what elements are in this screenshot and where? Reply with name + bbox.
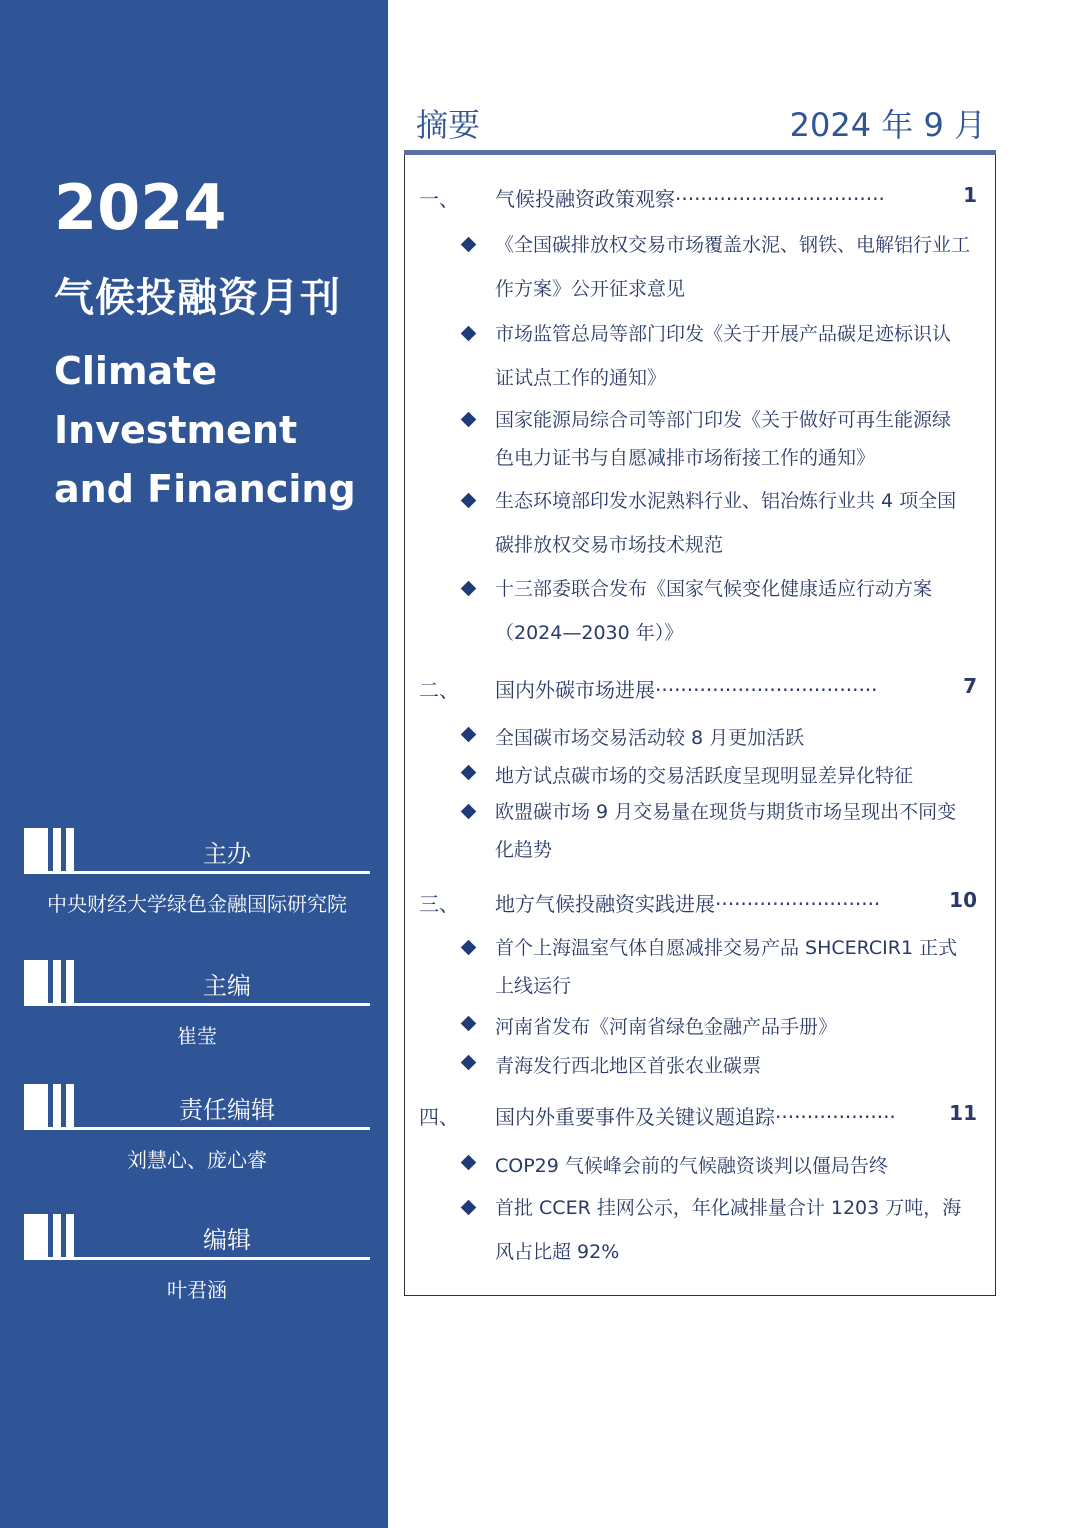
section-page: 11 — [949, 1101, 977, 1125]
item-line: 风占比超 92% — [495, 1241, 620, 1263]
item-line: 生态环境部印发水泥熟料行业、铝冶炼行业共 4 项全国 — [495, 490, 957, 512]
section-number: 四、 — [419, 1105, 459, 1129]
bars-icon — [24, 960, 79, 1006]
item-line: （2024—2030 年）》 — [495, 622, 684, 644]
diamond-bullet-icon — [461, 765, 477, 781]
item-line: 欧盟碳市场 9 月交易量在现货与期货市场呈现出不同变 — [495, 801, 957, 823]
section-number: 三、 — [419, 892, 459, 916]
year: 2024 — [54, 171, 227, 244]
section-number: 一、 — [419, 187, 459, 211]
abstract-heading: 摘要 — [416, 106, 481, 144]
credit-label: 责任编辑 — [179, 1096, 275, 1124]
section-title: 地方气候投融资实践进展 — [495, 892, 715, 916]
diamond-bullet-icon — [461, 804, 477, 820]
item-line: 全国碳市场交易活动较 8 月更加活跃 — [495, 727, 805, 749]
item-line: 国家能源局综合司等部门印发《关于做好可再生能源绿 — [495, 409, 952, 431]
table-of-contents — [404, 155, 996, 1296]
leader-dots: ··································· — [655, 678, 878, 702]
english-title-line: Investment — [54, 408, 298, 452]
diamond-bullet-icon — [461, 940, 477, 956]
toc-section[interactable] — [419, 1101, 977, 1135]
toc-section[interactable] — [419, 183, 977, 217]
section-page: 10 — [949, 888, 977, 912]
credit-responsible-editor — [24, 1084, 370, 1173]
item-line: 地方试点碳市场的交易活跃度呈现明显差异化特征 — [495, 765, 914, 787]
leader-dots: ··················· — [775, 1105, 896, 1129]
diamond-bullet-icon — [461, 581, 477, 597]
item-line: 化趋势 — [495, 839, 553, 861]
item-line: 作方案》公开征求意见 — [495, 278, 686, 300]
item-line: 上线运行 — [495, 975, 572, 997]
credit-label: 主编 — [203, 972, 251, 1000]
credit-chief-editor — [24, 960, 370, 1049]
diamond-bullet-icon — [461, 1200, 477, 1216]
section-page: 7 — [963, 674, 977, 698]
item-line: 色电力证书与自愿减排市场衔接工作的通知》 — [495, 447, 876, 469]
english-title-line: Climate — [54, 349, 218, 393]
chinese-title: 气候投融资月刊 — [54, 275, 341, 321]
credit-value: 中央财经大学绿色金融国际研究院 — [47, 892, 347, 916]
diamond-bullet-icon — [461, 493, 477, 509]
diamond-bullet-icon — [461, 1155, 477, 1171]
credit-label: 编辑 — [203, 1226, 251, 1254]
english-title-line: and Financing — [54, 467, 356, 511]
leader-dots: ·························· — [715, 892, 881, 916]
page-header — [404, 100, 996, 150]
diamond-bullet-icon — [461, 1016, 477, 1032]
credit-value: 刘慧心、庞心睿 — [127, 1148, 267, 1172]
item-line: 证试点工作的通知》 — [495, 367, 667, 389]
item-line: 河南省发布《河南省绿色金融产品手册》 — [495, 1016, 838, 1038]
section-number: 二、 — [419, 678, 459, 702]
item-line: 首个上海温室气体自愿减排交易产品 SHCERCIR1 正式 — [495, 937, 958, 959]
sidebar — [0, 0, 388, 1528]
section-title: 气候投融资政策观察 — [495, 187, 675, 211]
english-title — [54, 342, 356, 519]
diamond-bullet-icon — [461, 326, 477, 342]
toc-section[interactable] — [419, 888, 977, 922]
section-title: 国内外碳市场进展 — [495, 678, 655, 702]
section-title: 国内外重要事件及关键议题追踪 — [495, 1105, 775, 1129]
issue-date: 2024 年 9 月 — [789, 106, 986, 144]
item-line: 碳排放权交易市场技术规范 — [495, 534, 724, 556]
diamond-bullet-icon — [461, 727, 477, 743]
bars-icon — [24, 1084, 79, 1130]
item-line: 青海发行西北地区首张农业碳票 — [495, 1055, 762, 1077]
diamond-bullet-icon — [461, 1055, 477, 1071]
leader-dots: ································· — [675, 187, 885, 211]
credit-label: 主办 — [203, 840, 251, 868]
credit-value: 崔莹 — [177, 1024, 217, 1048]
credit-editor — [24, 1214, 370, 1303]
bars-icon — [24, 1214, 79, 1260]
item-line: 首批 CCER 挂网公示，年化减排量合计 1203 万吨，海 — [495, 1197, 962, 1219]
diamond-bullet-icon — [461, 237, 477, 253]
bars-icon — [24, 828, 79, 874]
credit-value: 叶君涵 — [167, 1278, 227, 1302]
toc-section[interactable] — [419, 674, 977, 708]
section-page: 1 — [963, 183, 977, 207]
item-line: 十三部委联合发布《国家气候变化健康适应行动方案 — [495, 578, 933, 600]
item-line: COP29 气候峰会前的气候融资谈判以僵局告终 — [495, 1155, 888, 1177]
item-line: 《全国碳排放权交易市场覆盖水泥、钢铁、电解铝行业工 — [495, 234, 971, 256]
item-line: 市场监管总局等部门印发《关于开展产品碳足迹标识认 — [495, 323, 952, 345]
diamond-bullet-icon — [461, 412, 477, 428]
credit-host — [24, 828, 370, 917]
